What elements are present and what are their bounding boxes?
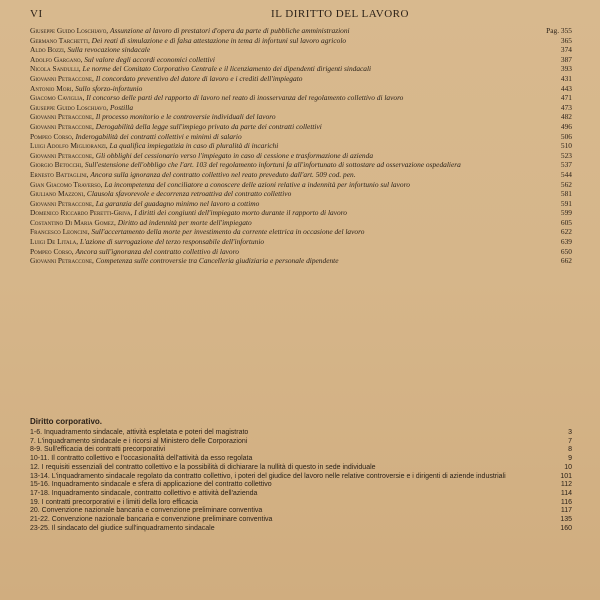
- entry-title: Sul valore degli accordi economici collettivi: [84, 54, 215, 64]
- entry-title: Il concordato preventivo del datore di lavoro e i crediti dell'impiegato: [95, 73, 303, 83]
- toc-entry: [30, 74, 572, 84]
- entry-page-number: 605: [560, 217, 572, 227]
- section-item-page: 101: [560, 472, 572, 480]
- entry-title: Sullo sforzo-infortunio: [75, 83, 143, 93]
- section-item-page: 114: [560, 489, 572, 497]
- entry-page-number: 496: [560, 121, 572, 131]
- section-item-list: [30, 429, 572, 533]
- toc-entry: [30, 256, 572, 266]
- toc-entry: [30, 84, 572, 94]
- entry-page-number: 482: [560, 112, 572, 122]
- toc-entry: [30, 26, 572, 36]
- entry-author: Domenico Riccardo Peretti-Griva,: [30, 208, 133, 218]
- entry-page-number: 562: [560, 179, 572, 189]
- toc-entry: [30, 227, 572, 237]
- entry-author: Aldo Bozzi,: [30, 45, 66, 55]
- entry-author: Adolfo Gargano,: [30, 54, 83, 64]
- entry-title: I diritti dei congiunti dell'impiegato morto durante il rapporto di lavoro: [134, 208, 347, 218]
- section-item: [30, 446, 572, 455]
- entry-author: Gian Giacomo Traverso,: [30, 179, 103, 189]
- entry-author: Giovanni Petraccone,: [30, 73, 94, 83]
- entry-author: Nicola Sandulli,: [30, 64, 81, 74]
- section-item-page: 8: [568, 446, 572, 454]
- section-item-text: 13-14. L'inquadramento sindacale regolato da contratto collettivo, i poteri del giudice del lavoro nelle relative controversie e i dirigenti di aziende industriali: [30, 472, 506, 480]
- entry-title: La incompetenza del conciliatore a conoscere delle azioni relative a indennità per infortunio sul lavoro: [104, 179, 410, 189]
- entry-author: Giovanni Petraccone,: [30, 121, 94, 131]
- entry-page-number: 544: [560, 169, 572, 179]
- entry-page-number: 599: [560, 208, 572, 218]
- section-item-page: 7: [568, 437, 572, 445]
- toc-entry: [30, 64, 572, 74]
- entry-page-number: 581: [560, 189, 572, 199]
- section-item-page: 9: [568, 455, 572, 463]
- entry-author: Ernesto Battaglini,: [30, 169, 89, 179]
- toc-entry: [30, 151, 572, 161]
- entry-title: Dei reati di simulazione e di falsa attestazione in tema di infortuni sul lavoro agricolo: [91, 35, 347, 45]
- entry-title: Inderogabilità dei contratti collettivi e minimi di salario: [75, 131, 242, 141]
- entry-author: Antonio Mori,: [30, 83, 74, 93]
- entry-page-number: 506: [560, 131, 572, 141]
- section-item-page: 10: [564, 463, 572, 471]
- section-item-page: 112: [560, 481, 572, 489]
- entry-page-number: 473: [560, 102, 572, 112]
- section-item: [30, 525, 572, 534]
- section-item: [30, 473, 572, 482]
- entry-title: Diritto ad indennità per morte dell'impiegato: [117, 217, 252, 227]
- toc-entry: [30, 180, 572, 190]
- page-number: VI: [30, 8, 43, 20]
- section-item-text: 7. L'inquadramento sindacale e i ricorsi al Ministero delle Corporazioni: [30, 437, 248, 445]
- entry-page-number: 591: [560, 198, 572, 208]
- toc-entry: [30, 160, 572, 170]
- entry-title: Sull'estensione dell'obbligo che l'art. 103 del regolamento infortuni fa all'infortunato di sottostare ad osservazione ospedaliera: [84, 160, 461, 170]
- entry-author: Giorgio Betocchi,: [30, 160, 84, 170]
- section-item-page: 160: [560, 524, 572, 532]
- entry-page-number: 471: [560, 93, 572, 103]
- entry-title: Ancora sulla ignoranza del contratto collettivo nel reato preveduto dall'art. 509 cod. pen.: [90, 169, 356, 179]
- entry-title: Le norme del Comitato Corporativo Centrale e il licenziamento dei dipendenti dirigenti sindacali: [82, 64, 372, 74]
- section-item-text: 17-18. Inquadramento sindacale, contratto collettivo e attività dell'azienda: [30, 489, 258, 497]
- section-item-page: 117: [560, 507, 572, 515]
- entry-page-number: 387: [560, 54, 572, 64]
- entry-page-number: 622: [560, 227, 572, 237]
- section-item: [30, 499, 572, 508]
- entry-author: Costantino Di Maria Gomez,: [30, 217, 116, 227]
- entry-title: Assunzione al lavoro di prestatori d'opera da parte di pubbliche amministrazioni: [110, 26, 350, 35]
- section-item: [30, 464, 572, 473]
- section-diritto-corporativo: [30, 417, 572, 533]
- section-item: [30, 481, 572, 490]
- section-item-text: 21-22. Convenzione nazionale bancaria e convenzione preliminare conventiva: [30, 516, 273, 524]
- entry-author: Giovanni Petraccone,: [30, 198, 94, 208]
- section-item-text: 15-16. Inquadramento sindacale e sfera di applicazione del contratto collettivo: [30, 481, 272, 489]
- entry-page-number: 393: [560, 64, 572, 74]
- entry-title: Competenza sulle controversie tra Cancelleria giudiziaria e personale dipendente: [95, 256, 339, 266]
- toc-entry: [30, 132, 572, 142]
- entry-author: Giovanni Petraccone,: [30, 256, 94, 266]
- entry-title: L'azione di surrogazione del terzo responsabile dell'infortunio: [79, 237, 265, 247]
- entry-title: Derogabilità della legge sull'impiego privato da parte dei contratti collettivi: [95, 121, 322, 131]
- running-title: IL DIRITTO DEL LAVORO: [271, 8, 409, 20]
- section-item-text: 10-11. Il contratto collettivo e l'occasionalità dell'attività da esso regolata: [30, 455, 253, 463]
- section-item-text: 8-9. Sull'efficacia dei contratti precorporativi: [30, 446, 166, 454]
- entry-title: Il processo monitorio e le controversie individuali del lavoro: [95, 112, 276, 122]
- entry-author: Giuliano Mazzoni,: [30, 189, 86, 199]
- section-item: [30, 516, 572, 525]
- entry-author: Germano Tarchetti,: [30, 35, 90, 45]
- toc-entry: [30, 170, 572, 180]
- entry-author: Pompeo Corso,: [30, 131, 74, 141]
- entry-title: Gli obblighi del cessionario verso l'impiegato in caso di cessione e trasformazione di azienda: [95, 150, 374, 160]
- entry-title: La garanzia del guadagno minimo nel lavoro a cottimo: [95, 198, 260, 208]
- entry-author: Giuseppe Guido Loschiavo,: [30, 102, 109, 112]
- toc-entry: [30, 36, 572, 46]
- toc-entry: [30, 199, 572, 209]
- entry-page-number: 431: [560, 73, 572, 83]
- entry-page-number: 537: [560, 160, 572, 170]
- entry-title: Postilla: [110, 102, 134, 112]
- entry-author: Giuseppe Guido Loschiavo,: [30, 26, 109, 35]
- entry-page-number: 523: [560, 150, 572, 160]
- entry-author: Pompeo Corso,: [30, 246, 74, 256]
- section-item-text: 1-6. Inquadramento sindacale, attività espletata e poteri del magistrato: [30, 429, 249, 436]
- entry-page-number: 365: [560, 35, 572, 45]
- section-item: [30, 490, 572, 499]
- section-item: [30, 429, 572, 438]
- page-header: [30, 8, 570, 24]
- entry-page-number: 510: [560, 141, 572, 151]
- entry-page-number: Pag. 355: [546, 26, 572, 35]
- toc-entry: [30, 55, 572, 65]
- entry-title: Sull'accertamento della morte per investimento da corrente elettrica in occasione del lavoro: [91, 227, 365, 237]
- toc-entry: [30, 237, 572, 247]
- entry-title: Clausola sfavorevole e decorrenza retroattiva del contratto collettivo: [86, 189, 292, 199]
- entry-page-number: 443: [560, 83, 572, 93]
- section-item-text: 19. I contratti precorporativi e i limiti della loro efficacia: [30, 498, 198, 506]
- toc-entry: [30, 93, 572, 103]
- table-of-contents: [30, 26, 572, 266]
- section-item-text: 23-25. Il sindacato del giudice sull'inquadramento sindacale: [30, 524, 215, 532]
- entry-author: Luigi Adolfo Miglioranzi,: [30, 141, 108, 151]
- section-item-page: 135: [560, 516, 572, 524]
- section-item-page: 3: [568, 429, 572, 436]
- entry-page-number: 374: [560, 45, 572, 55]
- toc-entry: [30, 189, 572, 199]
- entry-author: Luigi De Litala,: [30, 237, 79, 247]
- toc-entry: [30, 45, 572, 55]
- entry-title: La qualifica impiegatizia in caso di pluralità di incarichi: [109, 141, 279, 151]
- entry-page-number: 639: [560, 237, 572, 247]
- toc-entry: [30, 218, 572, 228]
- section-item: [30, 438, 572, 447]
- entry-author: Giovanni Petraccone,: [30, 112, 94, 122]
- entry-author: Giovanni Petraccone,: [30, 150, 94, 160]
- entry-page-number: 662: [560, 256, 572, 266]
- toc-entry: [30, 247, 572, 257]
- entry-page-number: 650: [560, 246, 572, 256]
- section-item-page: 116: [560, 498, 572, 506]
- section-item: [30, 507, 572, 516]
- toc-entry: [30, 141, 572, 151]
- toc-entry: [30, 112, 572, 122]
- entry-author: Giacomo Caviglia,: [30, 93, 85, 103]
- section-title: Diritto corporativo.: [30, 417, 103, 426]
- toc-entry: [30, 122, 572, 132]
- entry-title: Sulla revocazione sindacale: [67, 45, 151, 55]
- entry-title: Il concorso delle parti del rapporto di lavoro nel reato di inosservanza del regolamento collettivo di lavoro: [86, 93, 404, 103]
- toc-entry: [30, 208, 572, 218]
- entry-title: Ancora sull'ignoranza del contratto collettivo di lavoro: [75, 246, 239, 256]
- section-item-text: 20. Convenzione nazionale bancaria e convenzione preliminare conventiva: [30, 507, 263, 515]
- section-item-text: 12. I requisiti essenziali del contratto collettivo e la possibilità di dichiarare la nullità di questo in sede individuale: [30, 463, 376, 471]
- entry-author: Francesco Leoncini,: [30, 227, 90, 237]
- toc-entry: [30, 103, 572, 113]
- section-item: [30, 455, 572, 464]
